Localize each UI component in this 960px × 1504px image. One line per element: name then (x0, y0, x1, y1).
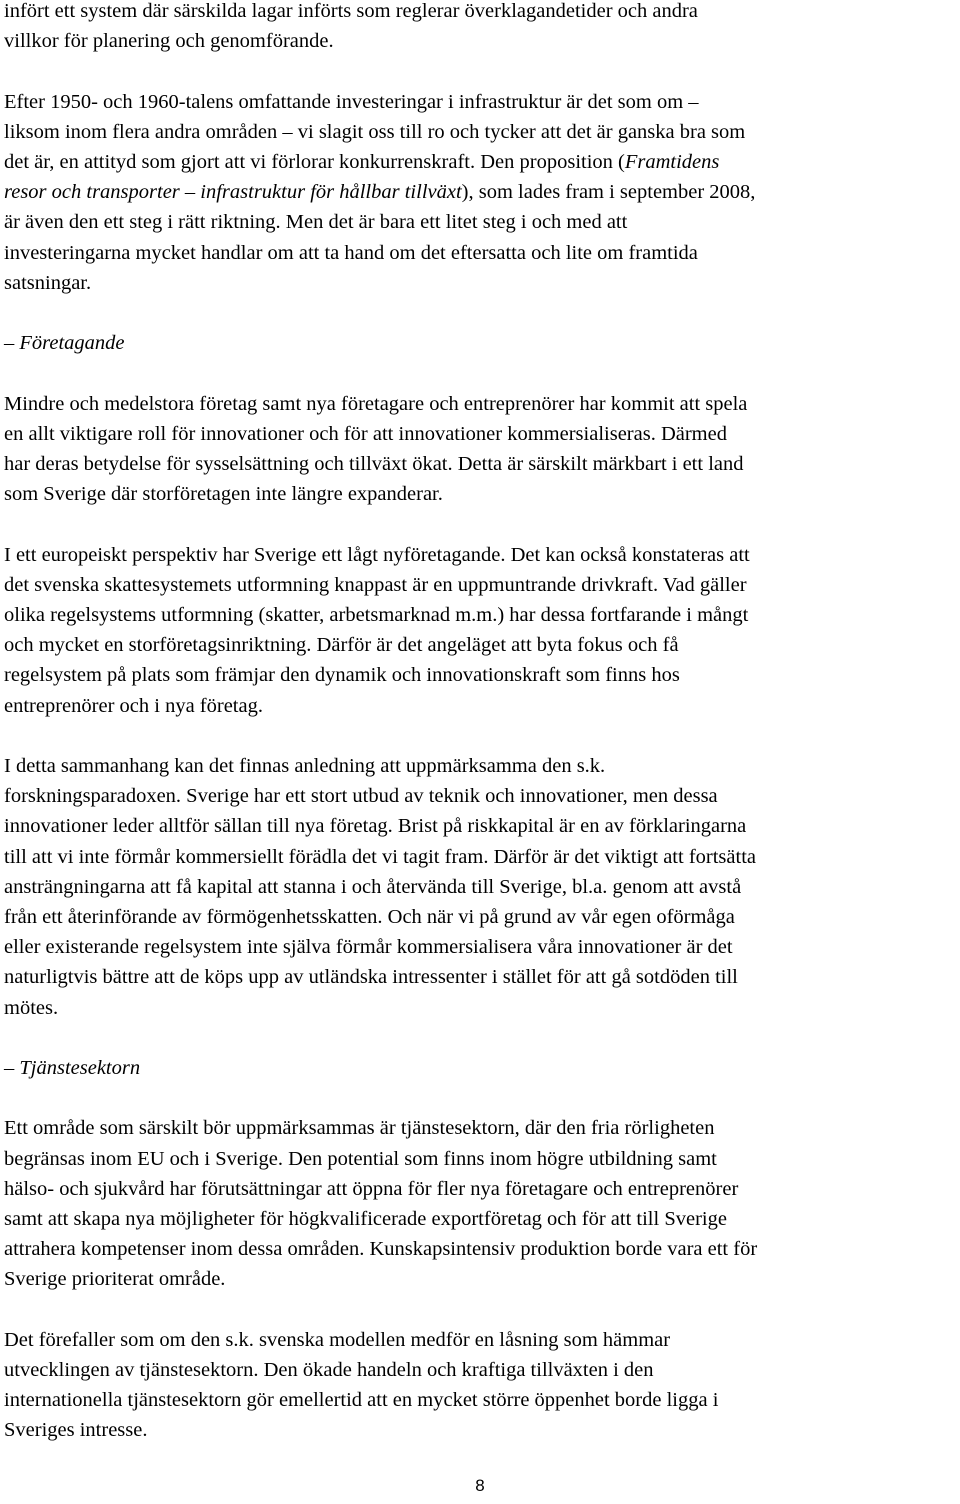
text-line: Sveriges intresse. (4, 1419, 148, 1442)
text-line: liksom inom flera andra områden – vi slagit oss till ro och tycker att det är ganska bra som (4, 120, 746, 143)
text-line: Det förefaller som om den s.k. svenska modellen medför en låsning som hämmar (4, 1328, 671, 1351)
text-line: satsningar. (4, 271, 92, 294)
proposition-title-end: resor och transporter – infrastruktur för hållbar tillväxt (4, 181, 462, 204)
paragraph-gap (4, 298, 956, 328)
section-heading-foretagande: – Företagande (4, 332, 125, 355)
text-line (4, 177, 956, 207)
paragraph-infrastructure-intro (4, 0, 956, 56)
text-line: I ett europeiskt perspektiv har Sverige ett lågt nyföretagande. Det kan också konstateras att (4, 543, 750, 566)
paragraph-gap (4, 56, 956, 86)
text-line: Efter 1950- och 1960-talens omfattande investeringar i infrastruktur är det som om – (4, 90, 699, 113)
text-line: I detta sammanhang kan det finnas anledning att uppmärksamma den s.k. (4, 755, 606, 777)
text-line: infört ett system där särskilda lagar införts som reglerar överklagandetider och andra (4, 0, 698, 22)
text-line: hälso- och sjukvård har förutsättningar att öppna för fler nya företagare och entreprenörer (4, 1177, 739, 1200)
text-line: internationella tjänstesektorn gör emellertid att en mycket större öppenhet borde ligga i (4, 1389, 719, 1412)
text-line: är även den ett steg i rätt riktning. Men det är bara ett litet steg i och med att (4, 211, 628, 234)
text-line: som Sverige där storföretagen inte längre expanderar. (4, 483, 443, 506)
text-line: eller existerande regelsystem inte själva förmår kommersialisera våra innovationer är det (4, 936, 733, 959)
text-line: regelsystem på plats som främjar den dynamik och innovationskraft som finns hos (4, 664, 680, 687)
text-line: samt att skapa nya möjligheter för högkvalificerade exportföretag och för att till Sverige (4, 1208, 727, 1231)
paragraph-gap (4, 721, 956, 751)
text-line: attrahera kompetenser inom dessa områden. Kunskapsintensiv produktion borde vara ett för (4, 1238, 758, 1261)
paragraph-small-business (4, 389, 956, 510)
text-line: Ett område som särskilt bör uppmärksammas är tjänstesektorn, där den fria rörligheten (4, 1117, 715, 1140)
text-line: det svenska skattesystemets utformning knappast är en uppmuntrande drivkraft. Vad gäller (4, 573, 747, 596)
paragraph-gap (4, 1295, 956, 1325)
paragraph-european-perspective (4, 540, 956, 721)
text-line: naturligtvis bättre att de köps upp av utländska intressenter i stället för att gå sotdöden till (4, 966, 738, 989)
paragraph-infrastructure-investment (4, 87, 956, 298)
text-line: ansträngningarna att få kapital att stanna i och återvända till Sverige, bl.a. genom att avstå (4, 875, 742, 898)
paragraph-gap (4, 358, 956, 388)
text-line: olika regelsystems utformning (skatter, arbetsmarknad m.m.) har dessa fortfarande i mångt (4, 604, 749, 626)
text-line: Mindre och medelstora företag samt nya företagare och entreprenörer har kommit att spela (4, 392, 748, 415)
paragraph-gap (4, 1023, 956, 1053)
text-line: villkor för planering och genomförande. (4, 30, 334, 53)
paragraph-service-sector (4, 1113, 956, 1294)
text-line: en allt viktigare roll för innovationer och för att innovationer kommersialiseras. Därmed (4, 422, 727, 445)
text-line: från ett återinförande av förmögenhetsskatten. Och när vi på grund av vår egen oförmåga (4, 906, 735, 929)
text-run: ), som lades fram i september 2008, (461, 181, 756, 204)
paragraph-swedish-model (4, 1325, 956, 1446)
paragraph-gap (4, 509, 956, 539)
proposition-title-start: Framtidens (624, 151, 720, 173)
text-line: till att vi inte förmår kommersiellt förädla det vi tagit fram. Därför är det viktigt att fortsätta (4, 845, 756, 868)
text-line: mötes. (4, 996, 59, 1019)
text-line: utvecklingen av tjänstesektorn. Den ökade handeln och kraftiga tillväxten i den (4, 1359, 654, 1382)
text-line: Sverige prioriterat område. (4, 1268, 226, 1291)
paragraph-research-paradox (4, 751, 956, 1023)
page-number: 8 (475, 1476, 485, 1495)
text-line: har deras betydelse för sysselsättning och tillväxt ökat. Detta är särskilt märkbart i ett land (4, 453, 744, 475)
document-page (4, 0, 956, 1446)
text-line: entreprenörer och i nya företag. (4, 694, 263, 717)
text-run: det är, en attityd som gjort att vi förlorar konkurrenskraft. Den proposition ( (4, 151, 625, 173)
section-heading-tjanstesektorn: – Tjänstesektorn (4, 1057, 141, 1080)
text-line: och mycket en storföretagsinriktning. Därför är det angeläget att byta fokus och få (4, 634, 679, 657)
text-line: innovationer leder alltför sällan till nya företag. Brist på riskkapital är en av förklaringarna (4, 815, 747, 838)
text-line: investeringarna mycket handlar om att ta hand om det eftersatta och lite om framtida (4, 241, 698, 264)
text-line: forskningsparadoxen. Sverige har ett stort utbud av teknik och innovationer, men dessa (4, 785, 718, 808)
paragraph-gap (4, 1083, 956, 1113)
text-line: begränsas inom EU och i Sverige. Den potential som finns inom högre utbildning samt (4, 1147, 717, 1170)
text-line (4, 147, 956, 177)
